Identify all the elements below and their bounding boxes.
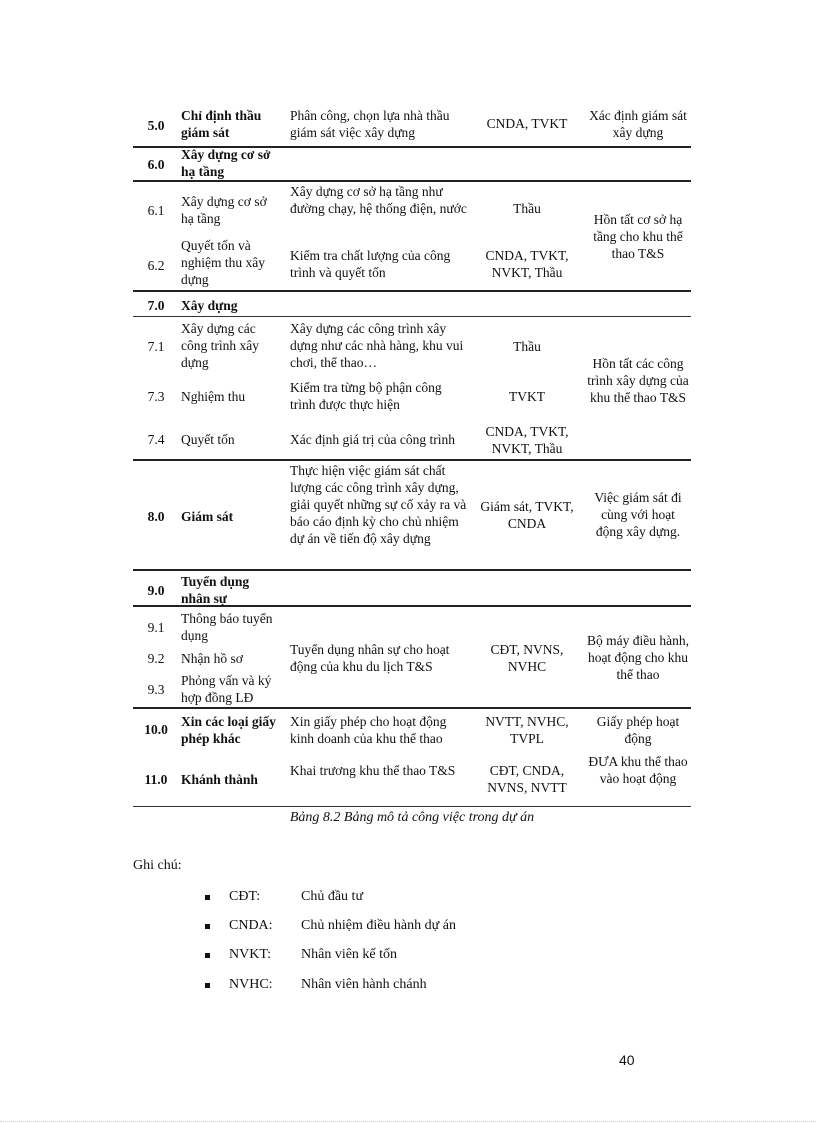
row-number: 7.3 (147, 389, 165, 404)
result: Việc giám sát đi cùng với hoạt động xây dựng. (594, 490, 682, 539)
responsible: CNDA, TVKT, NVKT, Thầu (485, 424, 569, 456)
row-number: 9.3 (147, 682, 165, 697)
responsible: CĐT, NVNS, NVHC (490, 642, 564, 674)
task-name: Quyết tốn và nghiệm thu xây dựng (181, 238, 265, 287)
result: Bộ máy điều hành, hoạt động cho khu thể thao (587, 633, 689, 682)
responsible: CĐT, CNDA, NVNS, NVTT (487, 763, 567, 795)
bullet-icon (205, 983, 210, 988)
table-caption: Bảng 8.2 Bảng mô tả công việc trong dự án (289, 810, 535, 825)
responsible: CNDA, TVKT, NVKT, Thầu (485, 248, 569, 280)
task-name: Nghiệm thu (181, 389, 246, 404)
task-description: Kiểm tra từng bộ phận công trình được thực hiện (290, 380, 442, 412)
note-desc: Nhân viên hành chánh (301, 977, 427, 992)
task-description: Phân công, chọn lựa nhà thầu giám sát việc xây dựng (290, 108, 450, 140)
row-number: 6.1 (147, 203, 165, 218)
task-description: Xây dựng cơ sở hạ tầng như đường chạy, hệ thống điện, nước (290, 184, 467, 216)
task-description: Thực hiện việc giám sát chất lượng các công trình xây dựng, giải quyết những sự cố xảy ra và báo cáo định kỳ cho chủ nhiệm dự án về tiến độ xây dựng (290, 463, 467, 546)
group-result: Hồn tất các công trình xây dựng của khu thể thao T&S (587, 356, 689, 405)
row-number: 6.0 (147, 157, 165, 172)
row-number: 11.0 (144, 772, 168, 787)
task-name: Xây dựng (181, 298, 238, 313)
row-divider (133, 459, 691, 461)
task-description: Tuyển dụng nhân sự cho hoạt động của khu du lịch T&S (290, 642, 450, 674)
row-number: 7.4 (147, 432, 165, 447)
task-name: Khánh thành (181, 772, 258, 787)
responsible: Thầu (513, 339, 541, 354)
note-desc: Chủ đầu tư (301, 889, 364, 904)
row-number: 6.2 (147, 258, 165, 273)
responsible: Thầu (513, 201, 541, 216)
task-name: Xin các loại giấy phép khác (181, 714, 276, 746)
task-name: Nhận hồ sơ (181, 651, 243, 666)
row-number: 5.0 (147, 118, 165, 133)
bullet-icon (205, 895, 210, 900)
task-name: Tuyển dụng nhân sự (181, 574, 250, 606)
row-divider (133, 806, 691, 807)
page-edge (0, 1121, 816, 1122)
result: Xác định giám sát xây dựng (589, 108, 687, 140)
group-result: Hồn tất cơ sở hạ tầng cho khu thể thao T&S (593, 212, 683, 261)
task-description: Xây dựng các công trình xây dựng như các nhà hàng, khu vui chơi, thể thao… (290, 321, 464, 370)
row-number: 9.1 (147, 620, 165, 635)
row-number: 7.0 (147, 298, 165, 313)
task-description: Xác định giá trị của công trình (290, 432, 455, 447)
notes-title: Ghi chú: (133, 858, 182, 873)
row-divider (133, 569, 691, 571)
responsible: NVTT, NVHC, TVPL (485, 714, 569, 746)
note-abbr: NVHC: (229, 977, 273, 992)
row-number: 7.1 (147, 339, 165, 354)
responsible: Giám sát, TVKT, CNDA (480, 499, 574, 531)
row-divider (133, 707, 691, 709)
task-description: Xin giấy phép cho hoạt động kinh doanh của khu thể thao (290, 714, 447, 746)
row-divider (133, 316, 691, 317)
task-description: Kiểm tra chất lượng của công trình và quyết tốn (290, 248, 451, 280)
row-divider (133, 290, 691, 292)
note-desc: Nhân viên kế tốn (301, 947, 398, 962)
task-name: Chỉ định thầu giám sát (181, 108, 262, 140)
task-name: Phỏng vấn và ký hợp đồng LĐ (181, 673, 272, 705)
note-abbr: CĐT: (229, 889, 261, 904)
task-name: Xây dựng cơ sở hạ tầng (181, 194, 267, 226)
task-description: Khai trương khu thể thao T&S (290, 763, 456, 778)
task-name: Thông báo tuyển dụng (181, 611, 273, 643)
row-divider (133, 180, 691, 182)
note-desc: Chủ nhiệm điều hành dự án (301, 918, 456, 933)
note-abbr: CNDA: (229, 918, 273, 933)
bullet-icon (205, 953, 210, 958)
note-abbr: NVKT: (229, 947, 272, 962)
task-name: Xây dựng cơ sở hạ tầng (181, 147, 271, 179)
row-number: 10.0 (144, 722, 168, 737)
row-number: 8.0 (147, 509, 165, 524)
row-number: 9.2 (147, 651, 165, 666)
row-number: 9.0 (147, 583, 165, 598)
result: Giấy phép hoạt động (596, 714, 680, 746)
page-number: 40 (619, 1052, 635, 1068)
responsible: CNDA, TVKT (486, 116, 568, 131)
task-name: Giám sát (181, 509, 234, 524)
responsible: TVKT (509, 389, 545, 404)
task-name: Xây dựng các công trình xây dựng (181, 321, 259, 370)
bullet-icon (205, 924, 210, 929)
task-name: Quyết tốn (181, 432, 235, 447)
result: ĐƯA khu thể thao vào hoạt động (588, 754, 688, 786)
